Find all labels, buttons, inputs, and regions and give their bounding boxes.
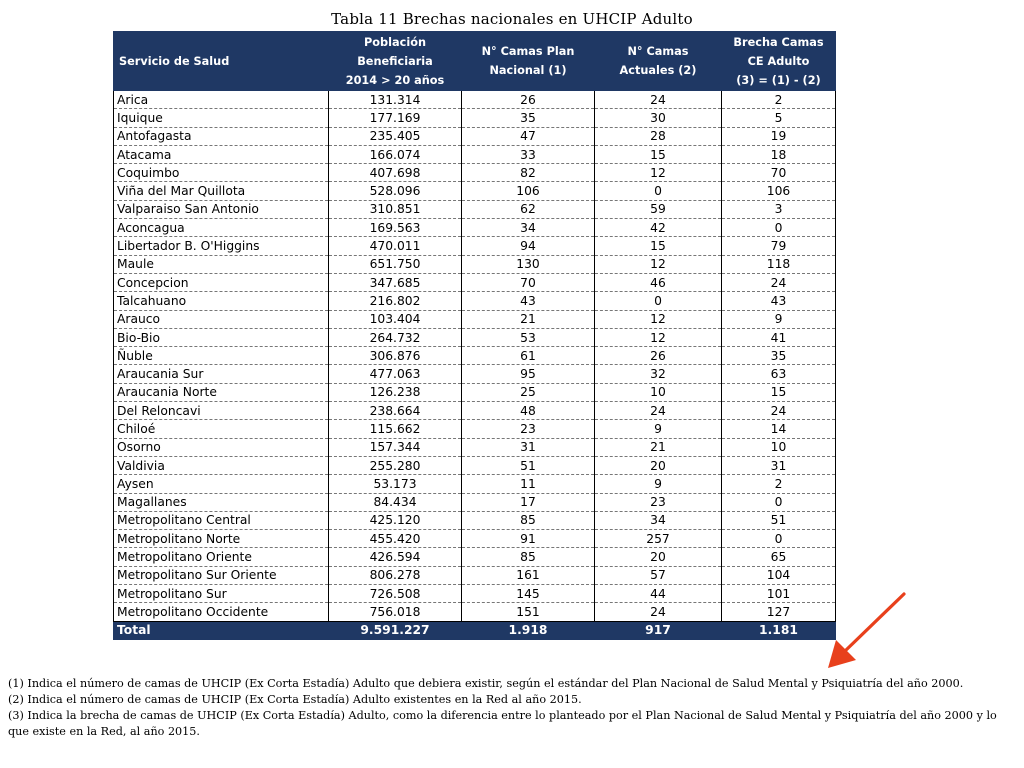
table-row [114,145,836,163]
cell-camas-actuales: 32 [595,365,722,383]
cell-servicio: Atacama [114,145,329,163]
cell-servicio: Metropolitano Sur [114,585,329,603]
cell-servicio: Iquique [114,109,329,127]
cell-servicio: Metropolitano Oriente [114,548,329,566]
table-row [114,328,836,346]
arrow-pointing-to-total-icon [822,590,912,670]
table-body [114,91,836,622]
table-row [114,237,836,255]
header-camas-plan-line: Nacional (1) [489,64,567,77]
cell-camas-plan: 21 [462,310,595,328]
cell-servicio: Bio-Bio [114,328,329,346]
footnote-2: (2) Indica el número de camas de UHCIP (Ex Corta Estadía) Adulto existentes en la Red al año 2015. [8,693,582,706]
cell-poblacion: 347.685 [329,273,462,291]
table-row [114,566,836,584]
cell-camas-actuales: 10 [595,383,722,401]
cell-poblacion: 126.238 [329,383,462,401]
cell-brecha: 65 [722,548,836,566]
cell-servicio: Metropolitano Occidente [114,603,329,621]
cell-camas-plan: 95 [462,365,595,383]
cell-camas-actuales: 0 [595,182,722,200]
cell-brecha: 127 [722,603,836,621]
cell-camas-plan: 17 [462,493,595,511]
table-row [114,511,836,529]
cell-servicio: Magallanes [114,493,329,511]
footnotes [8,676,1020,740]
cell-camas-actuales: 257 [595,530,722,548]
cell-camas-plan: 82 [462,164,595,182]
cell-brecha: 14 [722,420,836,438]
total-brecha: 1.181 [722,621,836,639]
header-brecha-line: (3) = (1) - (2) [736,73,821,87]
table-row [114,219,836,237]
table-row [114,347,836,365]
table-row [114,438,836,456]
header-camas-actuales-line: N° Camas [627,45,689,58]
cell-brecha: 118 [722,255,836,273]
cell-poblacion: 157.344 [329,438,462,456]
cell-servicio: Metropolitano Sur Oriente [114,566,329,584]
footnote-3: (3) Indica la brecha de camas de UHCIP (Ex Corta Estadía) Adulto, como la diferencia entre lo planteado por el Plan Nacional de Salud Mental y Psiquiatría del año 2000 y lo que existe en la Red, al año 2015. [8,709,997,738]
cell-brecha: 10 [722,438,836,456]
cell-brecha: 2 [722,91,836,109]
cell-camas-plan: 11 [462,475,595,493]
table-row [114,420,836,438]
cell-camas-actuales: 44 [595,585,722,603]
cell-brecha: 2 [722,475,836,493]
table-row [114,603,836,621]
cell-camas-actuales: 12 [595,310,722,328]
cell-camas-actuales: 30 [595,109,722,127]
cell-brecha: 79 [722,237,836,255]
cell-camas-actuales: 23 [595,493,722,511]
cell-brecha: 19 [722,127,836,145]
table-row [114,255,836,273]
cell-brecha: 51 [722,511,836,529]
header-poblacion-line: 2014 > 20 años [345,73,445,87]
cell-brecha: 15 [722,383,836,401]
cell-servicio: Antofagasta [114,127,329,145]
table-header [114,32,836,91]
footnote-1: (1) Indica el número de camas de UHCIP (Ex Corta Estadía) Adulto que debiera existir, según el estándar del Plan Nacional de Salud Mental y Psiquiatría del año 2000. [8,677,964,690]
cell-brecha: 9 [722,310,836,328]
table-row [114,456,836,474]
cell-camas-plan: 85 [462,548,595,566]
cell-camas-actuales: 59 [595,200,722,218]
cell-servicio: Maule [114,255,329,273]
table-row [114,365,836,383]
cell-poblacion: 115.662 [329,420,462,438]
cell-brecha: 18 [722,145,836,163]
cell-brecha: 0 [722,219,836,237]
cell-camas-plan: 48 [462,402,595,420]
cell-poblacion: 306.876 [329,347,462,365]
cell-camas-plan: 35 [462,109,595,127]
cell-poblacion: 470.011 [329,237,462,255]
cell-poblacion: 806.278 [329,566,462,584]
cell-camas-plan: 25 [462,383,595,401]
cell-camas-plan: 91 [462,530,595,548]
cell-camas-actuales: 15 [595,145,722,163]
cell-brecha: 70 [722,164,836,182]
cell-poblacion: 84.434 [329,493,462,511]
cell-camas-actuales: 15 [595,237,722,255]
cell-poblacion: 407.698 [329,164,462,182]
cell-poblacion: 455.420 [329,530,462,548]
cell-poblacion: 177.169 [329,109,462,127]
cell-poblacion: 103.404 [329,310,462,328]
cell-brecha: 0 [722,530,836,548]
cell-servicio: Del Reloncavi [114,402,329,420]
table-row [114,127,836,145]
cell-camas-plan: 43 [462,292,595,310]
cell-camas-actuales: 42 [595,219,722,237]
table-row [114,548,836,566]
total-row [114,621,836,639]
cell-brecha: 63 [722,365,836,383]
cell-brecha: 35 [722,347,836,365]
cell-camas-plan: 62 [462,200,595,218]
cell-brecha: 101 [722,585,836,603]
cell-camas-plan: 33 [462,145,595,163]
cell-servicio: Metropolitano Norte [114,530,329,548]
cell-servicio: Valdivia [114,456,329,474]
cell-brecha: 0 [722,493,836,511]
cell-camas-plan: 34 [462,219,595,237]
cell-poblacion: 477.063 [329,365,462,383]
cell-poblacion: 235.405 [329,127,462,145]
table-row [114,475,836,493]
cell-poblacion: 166.074 [329,145,462,163]
brechas-table [113,31,836,640]
cell-servicio: Viña del Mar Quillota [114,182,329,200]
cell-poblacion: 238.664 [329,402,462,420]
cell-camas-actuales: 12 [595,164,722,182]
cell-brecha: 24 [722,402,836,420]
header-brecha-line: Brecha Camas [733,35,824,49]
cell-brecha: 104 [722,566,836,584]
header-camas-actuales-line: Actuales (2) [619,64,697,77]
table-row [114,585,836,603]
cell-camas-plan: 47 [462,127,595,145]
table-title: Tabla 11 Brechas nacionales en UHCIP Adulto [331,10,693,28]
cell-servicio: Valparaiso San Antonio [114,200,329,218]
cell-poblacion: 255.280 [329,456,462,474]
cell-camas-actuales: 21 [595,438,722,456]
cell-servicio: Arauco [114,310,329,328]
cell-camas-actuales: 9 [595,420,722,438]
table-row [114,109,836,127]
cell-poblacion: 756.018 [329,603,462,621]
table-row [114,310,836,328]
header-brecha-line: CE Adulto [747,54,810,68]
cell-camas-actuales: 12 [595,328,722,346]
cell-camas-actuales: 24 [595,91,722,109]
cell-poblacion: 425.120 [329,511,462,529]
cell-poblacion: 53.173 [329,475,462,493]
cell-servicio: Concepcion [114,273,329,291]
cell-camas-plan: 94 [462,237,595,255]
cell-camas-actuales: 28 [595,127,722,145]
header-camas-plan-line: N° Camas Plan [481,45,575,58]
cell-servicio: Aysen [114,475,329,493]
cell-brecha: 5 [722,109,836,127]
table-row [114,292,836,310]
cell-camas-actuales: 20 [595,456,722,474]
cell-camas-plan: 23 [462,420,595,438]
table-row [114,91,836,109]
cell-servicio: Coquimbo [114,164,329,182]
cell-camas-actuales: 24 [595,402,722,420]
header-servicio: Servicio de Salud [114,32,329,91]
cell-brecha: 41 [722,328,836,346]
header-camas-plan [462,32,595,91]
header-poblacion [329,32,462,91]
table-row [114,402,836,420]
table-row [114,530,836,548]
cell-brecha: 24 [722,273,836,291]
cell-poblacion: 726.508 [329,585,462,603]
cell-camas-actuales: 34 [595,511,722,529]
table-row [114,493,836,511]
cell-poblacion: 169.563 [329,219,462,237]
cell-camas-plan: 106 [462,182,595,200]
cell-camas-actuales: 57 [595,566,722,584]
total-poblacion: 9.591.227 [329,621,462,639]
cell-brecha: 43 [722,292,836,310]
cell-camas-plan: 70 [462,273,595,291]
cell-servicio: Libertador B. O'Higgins [114,237,329,255]
cell-servicio: Metropolitano Central [114,511,329,529]
cell-poblacion: 310.851 [329,200,462,218]
table-row [114,273,836,291]
cell-servicio: Araucania Norte [114,383,329,401]
cell-brecha: 3 [722,200,836,218]
table-row [114,182,836,200]
cell-camas-plan: 26 [462,91,595,109]
cell-camas-plan: 151 [462,603,595,621]
cell-camas-actuales: 0 [595,292,722,310]
header-poblacion-line: Beneficiaria [357,54,433,68]
cell-camas-actuales: 46 [595,273,722,291]
cell-camas-actuales: 20 [595,548,722,566]
total-camas-plan: 1.918 [462,621,595,639]
cell-poblacion: 216.802 [329,292,462,310]
cell-camas-plan: 85 [462,511,595,529]
cell-poblacion: 528.096 [329,182,462,200]
cell-servicio: Talcahuano [114,292,329,310]
cell-poblacion: 264.732 [329,328,462,346]
cell-camas-actuales: 24 [595,603,722,621]
total-label: Total [114,621,329,639]
cell-servicio: Araucania Sur [114,365,329,383]
cell-servicio: Arica [114,91,329,109]
cell-camas-actuales: 9 [595,475,722,493]
cell-poblacion: 131.314 [329,91,462,109]
table-footer [114,621,836,639]
cell-brecha: 31 [722,456,836,474]
cell-camas-plan: 51 [462,456,595,474]
cell-servicio: Osorno [114,438,329,456]
table-row [114,164,836,182]
header-brecha [722,32,836,91]
cell-camas-plan: 145 [462,585,595,603]
cell-camas-plan: 53 [462,328,595,346]
cell-brecha: 106 [722,182,836,200]
header-poblacion-line: Población [364,35,426,49]
cell-servicio: Aconcagua [114,219,329,237]
table-row [114,383,836,401]
cell-poblacion: 651.750 [329,255,462,273]
cell-servicio: Ñuble [114,347,329,365]
cell-camas-plan: 161 [462,566,595,584]
cell-camas-plan: 61 [462,347,595,365]
cell-camas-plan: 130 [462,255,595,273]
cell-camas-plan: 31 [462,438,595,456]
total-camas-actuales: 917 [595,621,722,639]
cell-servicio: Chiloé [114,420,329,438]
cell-camas-actuales: 12 [595,255,722,273]
table-row [114,200,836,218]
cell-camas-actuales: 26 [595,347,722,365]
header-camas-actuales [595,32,722,91]
cell-poblacion: 426.594 [329,548,462,566]
